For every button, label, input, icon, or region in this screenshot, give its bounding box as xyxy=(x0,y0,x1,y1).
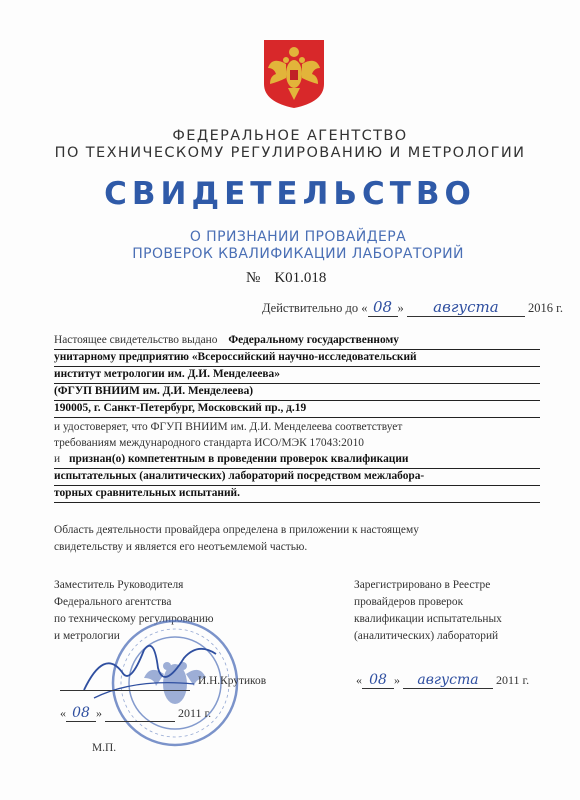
left-position-line-1: Заместитель Руководителя xyxy=(54,579,184,591)
right-registration-block xyxy=(354,577,564,645)
certify-line-2: требованиям международного стандарта ИСО/МЭК 17043:2010 xyxy=(54,437,364,449)
validity-close-quote: » xyxy=(397,301,404,315)
russian-coat-of-arms-icon xyxy=(262,38,326,110)
underline-5 xyxy=(54,417,540,418)
number-label: № xyxy=(246,270,261,286)
recognized-text-1: признан(о) компетентным в проведении проверок квалификации xyxy=(68,453,409,465)
left-position-line-2: Федерального агентства xyxy=(54,596,172,608)
left-date-month-blank xyxy=(105,706,175,722)
body-line-1 xyxy=(54,334,399,346)
right-date-open-quote: « xyxy=(356,673,362,687)
underline-2 xyxy=(54,366,540,367)
agency-name-line-1: ФЕДЕРАЛЬНОЕ АГЕНТСТВО xyxy=(172,128,408,144)
certificate-number xyxy=(246,270,326,287)
scope-line-1: Область деятельности провайдера определена в приложении к настоящему xyxy=(54,524,419,536)
left-date xyxy=(60,705,211,722)
left-position-line-3: по техническому регулированию xyxy=(54,613,214,625)
underline-1 xyxy=(54,349,540,350)
body-intro: Настоящее свидетельство выдано xyxy=(54,334,218,346)
agency-name-line-2: ПО ТЕХНИЧЕСКОМУ РЕГУЛИРОВАНИЮ И МЕТРОЛОГИИ xyxy=(54,145,526,161)
left-date-day: 08 xyxy=(66,705,96,722)
underline-8 xyxy=(54,502,540,503)
left-position-line-4: и метрологии xyxy=(54,630,120,642)
scope-paragraph xyxy=(54,522,540,556)
subtitle-line-2: ПРОВЕРОК КВАЛИФИКАЦИИ ЛАБОРАТОРИЙ xyxy=(132,246,464,262)
validity-line xyxy=(262,298,563,317)
validity-open-quote: « xyxy=(361,301,368,315)
recipient-line-2: унитарному предприятию «Всероссийский научно-исследовательский xyxy=(54,351,417,363)
recognized-prefix: и xyxy=(54,453,61,465)
right-date-day: 08 xyxy=(362,672,394,689)
recognized-text-3: торных сравнительных испытаний. xyxy=(54,487,240,499)
right-date-month: августа xyxy=(403,672,493,689)
seal-placeholder-label: М.П. xyxy=(92,742,117,754)
right-line-3: квалификации испытательных xyxy=(354,613,502,625)
certify-line-1: и удостоверяет, что ФГУП ВНИИМ им. Д.И. Менделеева соответствует xyxy=(54,421,403,433)
underline-6 xyxy=(54,468,540,469)
left-signature-line xyxy=(60,690,190,691)
signer-name: И.Н.Крутиков xyxy=(198,675,267,687)
recipient-address: 190005, г. Санкт-Петербург, Московский пр., д.19 xyxy=(54,402,307,414)
scope-line-2: свидетельству и является его неотъемлемой частью. xyxy=(54,541,308,553)
document-title: СВИДЕТЕЛЬСТВО xyxy=(104,176,476,212)
number-value: K01.018 xyxy=(274,270,327,286)
validity-label: Действительно до xyxy=(262,301,359,315)
validity-month: августа xyxy=(407,298,525,317)
recipient-line-3: институт метрологии им. Д.И. Менделеева» xyxy=(54,368,280,380)
recognized-line-1 xyxy=(54,453,408,465)
right-line-4: (аналитических) лабораторий xyxy=(354,630,499,642)
underline-7 xyxy=(54,485,540,486)
validity-year: 2016 г. xyxy=(528,301,563,315)
underline-4 xyxy=(54,400,540,401)
recognized-line-2 xyxy=(54,470,424,482)
right-date-year: 2011 г. xyxy=(496,673,530,687)
recipient-line-1: Федеральному государственному xyxy=(228,334,399,346)
handwritten-signature-icon xyxy=(74,628,224,708)
body-line-5 xyxy=(54,402,306,414)
validity-day: 08 xyxy=(368,298,398,317)
right-date-close-quote: » xyxy=(394,673,400,687)
left-date-year: 2011 г. xyxy=(178,706,212,720)
left-date-close-quote: » xyxy=(96,706,102,720)
recognized-line-3 xyxy=(54,487,240,499)
right-date xyxy=(356,672,529,689)
underline-3 xyxy=(54,383,540,384)
recipient-line-4: (ФГУП ВНИИМ им. Д.И. Менделеева) xyxy=(54,385,254,397)
subtitle-line-1: О ПРИЗНАНИИ ПРОВАЙДЕРА xyxy=(189,229,407,245)
left-date-open-quote: « xyxy=(60,706,66,720)
right-line-2: провайдеров проверок xyxy=(354,596,464,608)
recognized-text-2: испытательных (аналитических) лабораторий посредством межлабора- xyxy=(54,470,425,482)
body-line-3 xyxy=(54,368,280,380)
body-line-2 xyxy=(54,351,417,363)
body-line-4 xyxy=(54,385,253,397)
right-line-1: Зарегистрировано в Реестре xyxy=(354,579,491,591)
